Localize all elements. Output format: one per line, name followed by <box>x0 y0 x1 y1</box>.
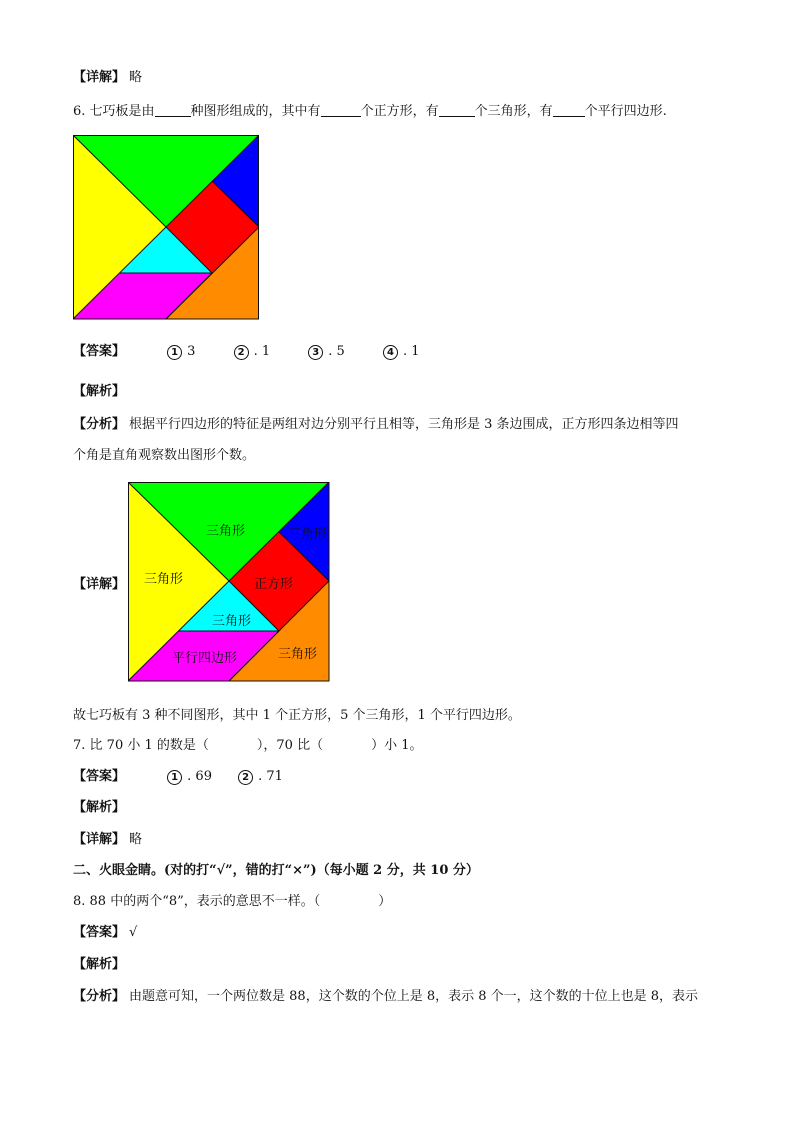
answer-value: . 1 <box>253 344 271 359</box>
question-7 <box>73 734 422 753</box>
circle-number-1: 1 <box>167 345 182 360</box>
fenxi-text: 由题意可知，一个两位数是 88，这个数的个位上是 8，表示 8 个一，这个数的十位上也是 8，表示 <box>129 989 699 1004</box>
analysis-tag: 【解析】 <box>73 384 126 399</box>
detail-tag: 【详解】 <box>73 70 126 85</box>
q7-answer-line <box>73 765 283 785</box>
circle-number-2: 2 <box>234 345 249 360</box>
answer-tag: 【答案】 <box>73 925 126 940</box>
tangram-figure <box>73 135 259 320</box>
intro-line <box>73 66 142 85</box>
q6-fenxi-line-2 <box>73 444 255 463</box>
answer-value: . 71 <box>258 769 283 784</box>
detail-text: 略 <box>129 832 143 847</box>
q7-detail <box>73 828 142 847</box>
fenxi-tag: 【分析】 <box>73 417 126 432</box>
answer-value: . 5 <box>328 344 345 359</box>
circle-number-2: 2 <box>238 770 253 785</box>
q6-blank-1 <box>155 103 191 117</box>
analysis-tag: 【解析】 <box>73 957 126 972</box>
detail-tag: 【详解】 <box>73 832 126 847</box>
circle-number-4: 4 <box>383 345 398 360</box>
q6-text-4: 个三角形，有 <box>474 104 553 119</box>
q6-answer-1 <box>167 344 195 360</box>
circle-number-3: 3 <box>308 345 323 360</box>
q6-blank-4 <box>553 103 585 117</box>
q6-analysis <box>73 380 129 399</box>
answer-tag: 【答案】 <box>73 769 126 784</box>
label-top-triangle: 三角形 <box>206 524 246 539</box>
q6-answer-4 <box>383 344 420 360</box>
section-2-title <box>73 859 479 878</box>
q6-text-3: 个正方形，有 <box>360 104 439 119</box>
fenxi-tag: 【分析】 <box>73 989 126 1004</box>
answer-value: √ <box>129 925 138 940</box>
q6-conclusion <box>73 704 521 723</box>
detail-text: 略 <box>129 70 143 85</box>
conclusion-text: 故七巧板有 3 种不同图形，其中 1 个正方形，5 个三角形，1 个平行四边形。 <box>73 708 521 723</box>
answer-value: 3 <box>187 344 196 359</box>
fenxi-text-1: 根据平行四边形的特征是两组对边分别平行且相等，三角形是 3 条边围成，正方形四条边相等四 <box>129 417 679 432</box>
q6-answer-3 <box>308 344 345 360</box>
fenxi-text-2: 个角是直角观察数出图形个数。 <box>73 448 256 463</box>
tangram-labeled-figure <box>128 482 330 682</box>
circle-number-1: 1 <box>167 770 182 785</box>
q6-answer-line <box>73 340 420 360</box>
question-6 <box>73 100 667 119</box>
label-square: 正方形 <box>254 577 294 592</box>
q6-text-2: 种图形组成的，其中有 <box>190 104 321 119</box>
q6-answer-2 <box>234 344 271 360</box>
q6-text-5: 个平行四边形. <box>584 104 667 119</box>
q7-analysis <box>73 796 129 815</box>
q8-text-1: 8. 88 中的两个“8”，表示的意思不一样。（ <box>73 894 321 909</box>
q7-answer-2 <box>238 769 283 785</box>
q6-detail <box>73 573 129 592</box>
q7-text-3: ）小 1。 <box>371 738 423 753</box>
question-8 <box>73 890 391 909</box>
q7-text-1: 7. 比 70 小 1 的数是（ <box>73 738 209 753</box>
q8-text-2: ） <box>378 894 392 909</box>
q6-fenxi-line-1 <box>73 413 679 432</box>
answer-value: . 1 <box>402 344 420 359</box>
q8-analysis <box>73 953 129 972</box>
answer-tag: 【答案】 <box>73 344 126 359</box>
q8-answer-line <box>73 921 137 940</box>
label-parallelogram: 平行四边形 <box>172 651 238 666</box>
q6-blank-2 <box>321 103 361 117</box>
q6-text-1: 6. 七巧板是由 <box>73 104 155 119</box>
answer-value: . 69 <box>187 769 212 784</box>
label-bottomright-triangle: 三角形 <box>278 647 318 662</box>
section-title-text: 二、火眼金睛。(对的打“√”，错的打“×”)（每小题 2 分，共 10 分） <box>73 863 479 878</box>
q7-text-2: ），70 比（ <box>256 738 324 753</box>
q6-blank-3 <box>439 103 475 117</box>
q7-answer-1 <box>167 769 212 785</box>
label-left-triangle: 三角形 <box>144 572 184 587</box>
analysis-tag: 【解析】 <box>73 800 126 815</box>
q8-fenxi <box>73 985 698 1004</box>
detail-tag: 【详解】 <box>73 577 126 592</box>
label-topright-triangle: 三角形 <box>288 527 328 542</box>
label-middle-triangle: 三角形 <box>212 614 252 629</box>
